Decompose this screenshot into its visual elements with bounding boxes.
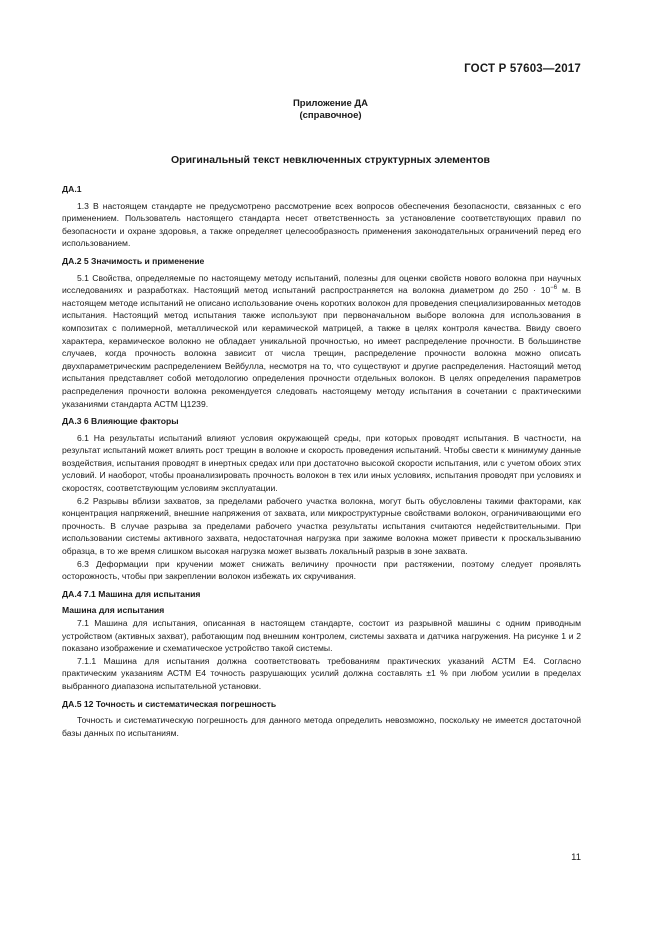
section-da5-heading: ДА.5 12 Точность и систематическая погрешность bbox=[62, 698, 277, 709]
section-da2-heading: ДА.2 5 Значимость и применение bbox=[62, 255, 205, 266]
page-title: Оригинальный текст невключенных структурных элементов bbox=[171, 154, 490, 166]
section-da3-heading: ДА.3 6 Влияющие факторы bbox=[62, 416, 179, 427]
section-da1-heading: ДА.1 bbox=[62, 184, 82, 194]
annex-title: Приложение ДА bbox=[292, 98, 369, 109]
paragraph-5-1-part-a: 5.1 Свойства, определяемые по настоящему методу испытаний, полезны для оценки свойств нового волокна при научных исследованиях и разработках. Настоящий метод испытаний распространяется на волокна диаметром до 250 · 10 bbox=[62, 272, 581, 296]
paragraph-5-1-part-b: м. В настоящем методе испытаний не описано использование очень коротких волокон для проведения специализированных методов испытания. Настоящий метод испытания также используют при первоначальном выборе волокна для использования в композитах с полимерной, металлической или керамической матрицей, а также в целях контроля качества. Ввиду своего характера, керамическое волокно не обладает уникальной прочностью, но имеет распределение прочности. В большинстве случаев, когда прочность волокна зависит от числа трещин, распределение прочности волокна можно описать двухпараметрическим распределением Вейбулла, несмотря на то, что существуют и другие распределения. Настоящий метод испытания представляет собой методологию определения прочности отдельных волокон. В целях определения параметров распределения прочности волокна рекомендуется следовать настоящему методу испытания в сочетании с практическими указаниями стандарта АСТМ Ц1239. bbox=[62, 285, 581, 409]
paragraph-5-1 bbox=[62, 272, 581, 411]
paragraph-6-2: 6.2 Разрывы вблизи захватов, за пределами рабочего участка волокна, могут быть обусловлены такими факторами, как концентрация напряжений, внешние напряжения от захвата, или микроструктурные свойствами волокон, ограничивающими его прочность. В случае разрыва за пределами рабочего участка результаты испытания считаются недействительными. При использовании системы активного захвата, недостаточная нагрузка при зажиме волокна может привести к проскальзыванию образца, в то же время слишком высокая нагрузка может вызвать локальный разрыв в зоне захвата. bbox=[62, 495, 581, 557]
section-da4-subheading: Машина для испытания bbox=[62, 605, 165, 616]
exponent: −6 bbox=[550, 285, 558, 292]
annex-header bbox=[0, 98, 661, 122]
paragraph-1-3: 1.3 В настоящем стандарте не предусмотрено рассмотрение всех вопросов обеспечения безопасности, связанных с его применением. Пользователь настоящего стандарта несет ответственность за установление соответствующих правил по безопасности и охране здоровья, а также определяет целесообразность применения законодательных ограничений перед его использованием. bbox=[62, 200, 581, 249]
paragraph-6-3: 6.3 Деформации при кручении может снижать величину прочности при растяжении, поэтому следует проявлять осторожность, чтобы при закреплении волокон избежать их скручивания. bbox=[62, 558, 581, 582]
section-da4-heading: ДА.4 7.1 Машина для испытания bbox=[62, 588, 201, 599]
document-body bbox=[62, 183, 581, 739]
annex-type: (справочное) bbox=[299, 110, 362, 121]
paragraph-12: Точность и систематическую погрешность для данного метода определить невозможно, поскольку не имеется достаточной базы данных по испытаниям. bbox=[62, 715, 581, 738]
standard-designation: ГОСТ Р 57603—2017 bbox=[464, 63, 581, 75]
page-number: 11 bbox=[571, 852, 581, 863]
paragraph-7-1: 7.1 Машина для испытания, описанная в настоящем стандарте, состоит из разрывной машины с одним приводным устройством (активных захват), работающим под внешним контролем, системы захвата и датчика нагружения. На рисунке 1 и 2 показано изображение и схематическое устройство такой системы. bbox=[62, 618, 581, 654]
paragraph-6-1: 6.1 На результаты испытаний влияют условия окружающей среды, при которых проводят испытания. В частности, на результат испытаний может влиять рост трещин в волокне и скорость проведения испытаний. Чтобы свести к минимуму данные воздействия, испытания проводят в инертных средах или при достаточно высокой скорости испытания, или с учетом обоих этих условий. И наоборот, чтобы проанализировать прочность волокон в тех или иных условиях, испытания проводят при условиях и скоростях, соответствующим условиям эксплуатации. bbox=[62, 432, 581, 494]
paragraph-7-1-1: 7.1.1 Машина для испытания должна соответствовать требованиям практических указаний АСТМ Е4. Согласно практическим указаниям АСТМ Е4 точность разрушающих усилий должна составлять ±1 % при любом усилии в пределах выбранного диапазона испытательной установки. bbox=[62, 655, 581, 691]
